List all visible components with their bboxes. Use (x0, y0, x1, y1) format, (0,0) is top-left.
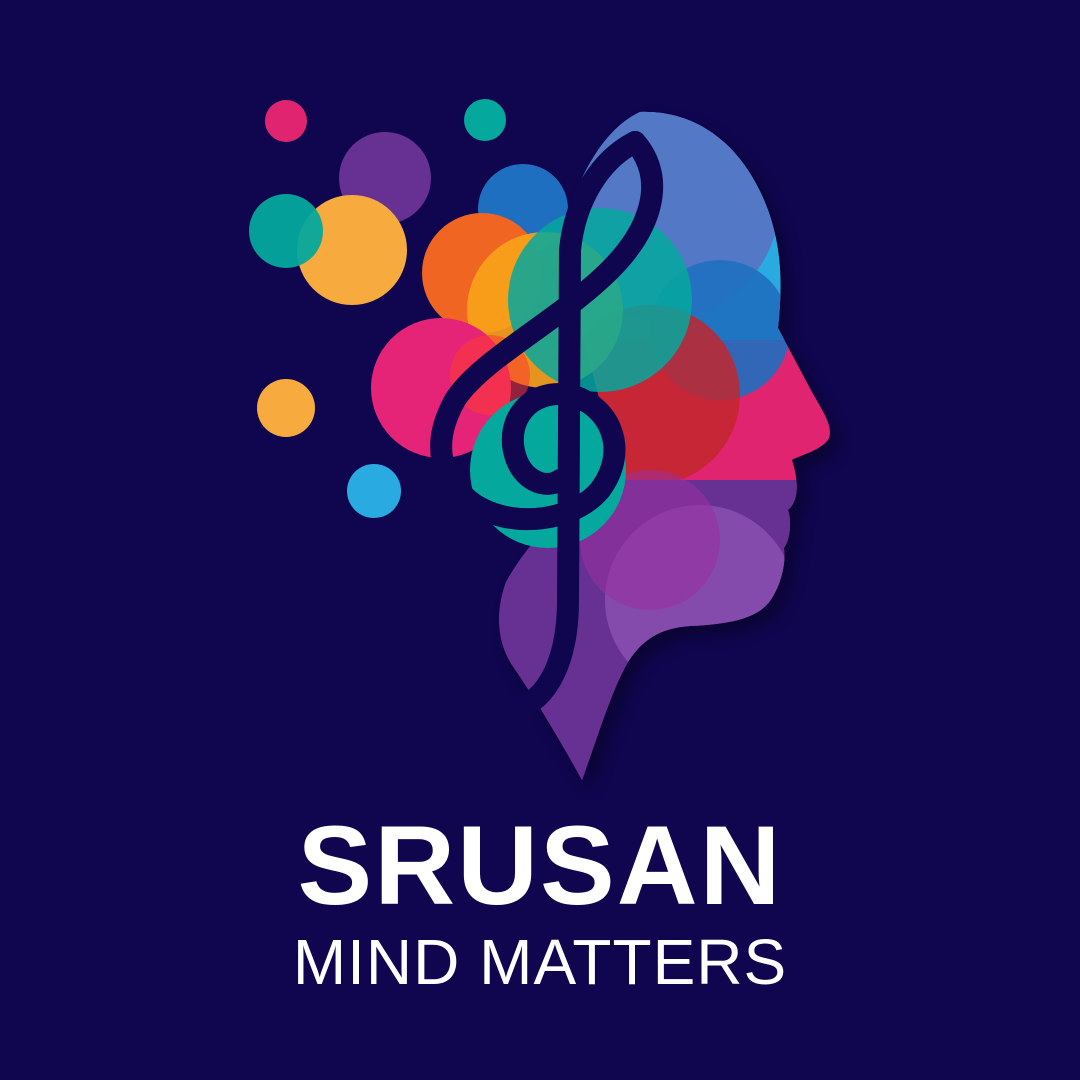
bubble-magenta-small (265, 100, 307, 142)
tagline: MIND MATTERS (292, 926, 788, 998)
bubble-teal (249, 194, 323, 268)
bubble-sky-blue-small (347, 464, 401, 518)
brand-name: SRUSAN (297, 803, 783, 928)
bubble-teal-small (464, 99, 506, 141)
bubble-teal-large (508, 208, 692, 392)
bubble-orange-small (257, 379, 315, 437)
